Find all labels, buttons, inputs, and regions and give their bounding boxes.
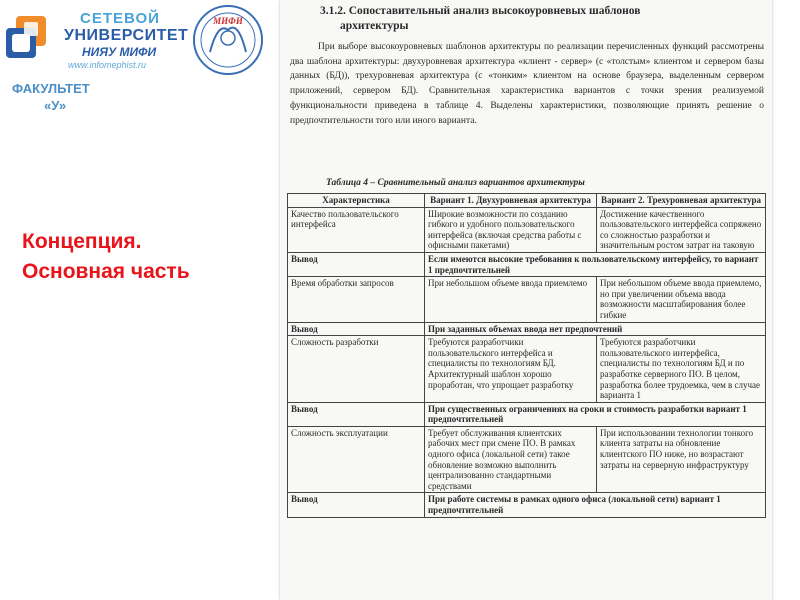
logo-text-university: УНИВЕРСИТЕТ <box>64 27 189 44</box>
network-logo-icon <box>2 14 52 64</box>
comparison-table <box>287 193 766 518</box>
table-cell: Сложность эксплуатации <box>288 426 425 493</box>
conclusion-row <box>288 493 766 517</box>
faculty-line-1: ФАКУЛЬТЕТ <box>12 81 90 96</box>
conclusion-row <box>288 322 766 336</box>
logo-url: www.infomephist.ru <box>68 60 147 70</box>
conclusion-text: Если имеются высокие требования к пользовательскому интерфейсу, то вариант 1 предпочтительней <box>425 252 766 276</box>
faculty-label <box>12 80 152 114</box>
table-cell: Достижение качественного пользовательского интерфейса сопряжено со сложностью разработки и значительным ростом затрат на таковую <box>597 207 766 252</box>
header-variant-1: Вариант 1. Двухуровневая архитектура <box>425 194 597 208</box>
table-header-row <box>288 194 766 208</box>
conclusion-label: Вывод <box>288 493 425 517</box>
table-cell: Требуются разработчики пользовательского интерфейса и специалисты по технологиям БД. Архитектурный шаблон хорошо проработан, что упрощает разработку <box>425 336 597 403</box>
conclusion-row <box>288 252 766 276</box>
slide-title-line-1: Концепция. <box>22 230 142 253</box>
table-cell: При использовании технологии тонкого клиента затраты на обновление клиентского ПО ниже, но возрастают затраты на серверную инфраструктуру <box>597 426 766 493</box>
mephi-emblem-icon <box>180 2 276 78</box>
conclusion-text: При работе системы в рамках одного офиса (локальной сети) вариант 1 предпочтительней <box>425 493 766 517</box>
table-cell: Качество пользовательского интерфейса <box>288 207 425 252</box>
conclusion-row <box>288 402 766 426</box>
table-cell: Сложность разработки <box>288 336 425 403</box>
faculty-line-2: «У» <box>44 98 67 113</box>
table-cell: Время обработки запросов <box>288 277 425 322</box>
table-row <box>288 277 766 322</box>
header-variant-2: Вариант 2. Трехуровневая архитектура <box>597 194 766 208</box>
body-paragraph: При выборе высокоуровневых шаблонов архитектуры по реализации перечисленных функций рассмотрены два шаблона архитектуры: двухуровневая архитектура «клиент - сервер» (с «толстым» клиентом и сервером базы данных (БД)), трехуровневая архитектура (с «тонким» клиентом на основе браузера, выделенным сервером приложений, сервером БД). Сравнительная характеристика вариантов с точки зрения реализуемой функциональности приведена в таблице 4. Выделены характеристики, позволяющие принять решение о предпочтительности того или иного варианта. <box>290 42 764 126</box>
slide-title-line-2: Основная часть <box>22 260 190 283</box>
header-characteristic: Характеристика <box>288 194 425 208</box>
logo-text-network: СЕТЕВОЙ <box>80 10 160 27</box>
section-heading <box>320 4 640 34</box>
table-cell: Требует обслуживания клиентских рабочих мест при смене ПО. В рамках одного офиса (локальной сети) такое обновление возможно выполнить централизованно стандартными средствами <box>425 426 597 493</box>
table-cell: При небольшом объеме ввода приемлемо, но при увеличении объема ввода возможности масштабирования более гибкие <box>597 277 766 322</box>
emblem-label: МИФИ <box>213 16 243 26</box>
conclusion-label: Вывод <box>288 252 425 276</box>
table-cell: Широкие возможности по созданию гибкого и удобного пользовательского интерфейса (включая средства работы с офисными пакетами) <box>425 207 597 252</box>
table-row <box>288 336 766 403</box>
table-row <box>288 207 766 252</box>
document-scan <box>280 0 772 600</box>
table-row <box>288 426 766 493</box>
table-cell: Требуются разработчики пользовательского интерфейса, специалисты по технологиям БД и по разработке серверного ПО. В целом, разработка более трудоемка, чем в случае варианта 1 <box>597 336 766 403</box>
conclusion-label: Вывод <box>288 322 425 336</box>
table-caption: Таблица 4 – Сравнительный анализ вариантов архитектуры <box>326 178 585 188</box>
table-cell: При небольшом объеме ввода приемлемо <box>425 277 597 322</box>
slide-title <box>22 227 262 287</box>
logo-text-mephi: НИЯУ МИФИ <box>82 45 157 59</box>
conclusion-label: Вывод <box>288 402 425 426</box>
section-heading-line-1: 3.1.2. Сопоставительный анализ высокоуровневых шаблонов <box>320 5 641 17</box>
section-heading-line-2: архитектуры <box>340 20 409 32</box>
conclusion-text: При заданных объемах ввода нет предпочтений <box>425 322 766 336</box>
conclusion-text: При существенных ограничениях на сроки и стоимость разработки вариант 1 предпочтительней <box>425 402 766 426</box>
university-logo <box>0 0 189 78</box>
